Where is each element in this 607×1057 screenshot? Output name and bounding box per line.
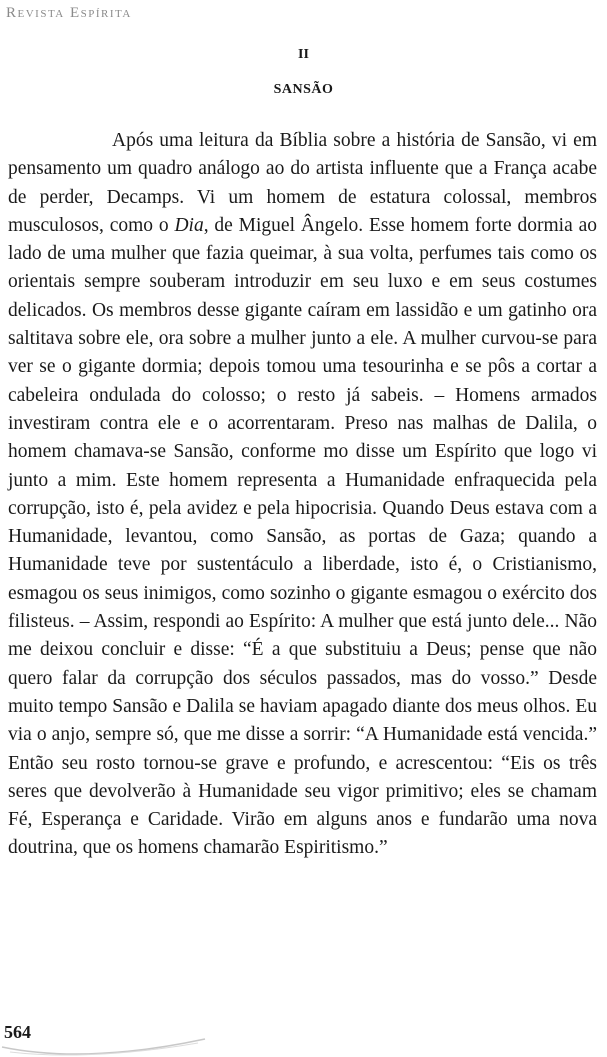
paragraph-text-part-2: , de Miguel Ângelo. Esse homem forte dormia ao lado de uma mulher que fazia queimar, à sua volta, perfumes tais como os orientais sempre souberam introduzir em seu luxo e em seus costumes delicados. Os membros desse gigante caíram em lassidão e um gatinho ora saltitava sobre ele, ora sobre a mulher junto a ele. A mulher curvou-se para ver se o gigante dormia; depois tomou uma tesourinha e se pôs a cortar a cabeleira ondulada do colosso; o resto já sabeis. – Homens armados investiram contra ele e o acorrentaram. Preso nas malhas de Dalila, o homem chamava-se Sansão, conforme mo disse um Espírito que logo vi junto a mim. Este homem representa a Humanidade enfraquecida pela corrupção, isto é, pela avidez e pela hipocrisia. Quando Deus estava com a Humanidade, levantou, como Sansão, as portas de Gaza; quando a Humanidade teve por sustentáculo a liberdade, isto é, o Cristianismo, esmagou os seus inimigos, como sozinho o gigante esmagou o exército dos filisteus. – Assim, respondi ao Espírito: A mulher que está junto dele... Não me deixou concluir e disse: “É a que substituiu a Deus; pense que não quero falar da corrupção dos séculos passados, mas do vosso.” Desde muito tempo Sansão e Dalila se haviam apagado diante dos meus olhos. Eu via o anjo, sempre só, que me disse a sorrir: “A Humanidade está vencida.” Então seu rosto tornou-se grave e profundo, e acrescentou: “Eis os três seres que devolverão à Humanidade seu vigor primitivo; eles se chamam Fé, Esperança e Caridade. Virão em alguns anos e fundarão uma nova doutrina, que os homens chamarão Espiritismo.” (8, 214, 597, 859)
chapter-title: SANSÃO (273, 82, 334, 97)
paragraph-text-part-1: Após uma leitura da Bíblia sobre a história de Sansão, vi em pensamento um quadro análogo ao do artista influente que a França acabe de perder, Decamps. Vi um homem de estatura colossal, membros musculosos, como o (8, 130, 597, 236)
dia-italic-term: Dia (174, 214, 204, 236)
page-number: 564 (4, 1022, 31, 1042)
page-swoosh-ornament (0, 1025, 215, 1057)
section-number: II (298, 47, 309, 62)
running-header: Revista Espírita (6, 5, 132, 21)
body-paragraph (8, 127, 597, 863)
